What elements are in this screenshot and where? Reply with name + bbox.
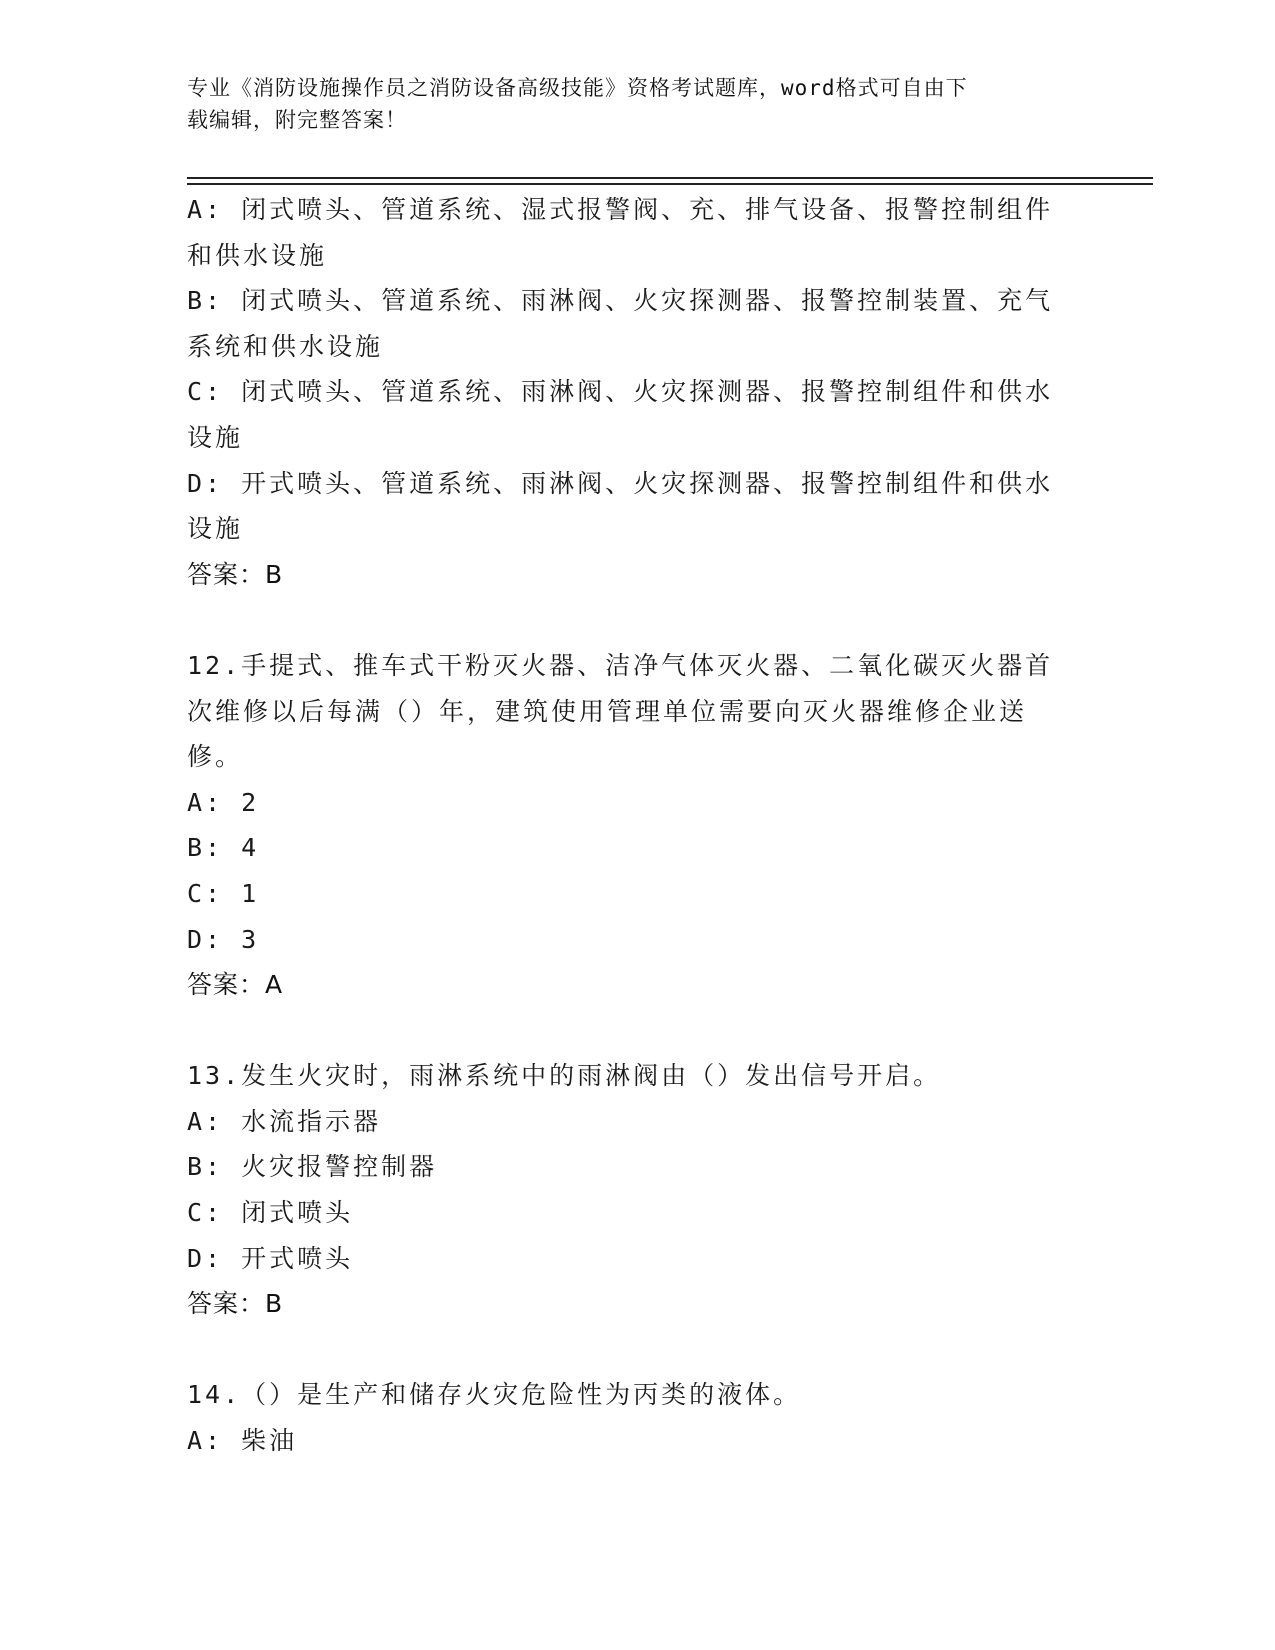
header-divider-bottom	[187, 183, 1153, 185]
question-stem-line-1: 14.（）是生产和储存火灾危险性为丙类的液体。	[187, 1380, 802, 1410]
option-d: D: 开式喷头	[187, 1243, 354, 1273]
option-a-line-2: 和供水设施	[187, 240, 328, 270]
option-c: C: 1	[187, 878, 260, 908]
option-b-line-1: B: 闭式喷头、管道系统、雨淋阀、火灾探测器、报警控制装置、充气	[187, 286, 1054, 316]
option-c-line-1: C: 闭式喷头、管道系统、雨淋阀、火灾探测器、报警控制组件和供水	[187, 377, 1054, 407]
option-a: A: 2	[187, 787, 260, 817]
option-a: A: 水流指示器	[187, 1106, 382, 1136]
option-b: B: 4	[187, 833, 260, 863]
question-content	[187, 187, 1067, 1464]
option-d-line-1: D: 开式喷头、管道系统、雨淋阀、火灾探测器、报警控制组件和供水	[187, 468, 1054, 498]
option-a: A: 柴油	[187, 1426, 298, 1456]
question-stem-line-1: 13.发生火灾时，雨淋系统中的雨淋阀由（）发出信号开启。	[187, 1061, 942, 1091]
question-stem-line-3: 修。	[187, 742, 244, 772]
question-14	[187, 1372, 1067, 1463]
option-c: C: 闭式喷头	[187, 1198, 354, 1228]
question-stem-line-2: 次维修以后每满（）年，建筑使用管理单位需要向灭火器维修企业送	[187, 696, 1028, 726]
question-13	[187, 1053, 1067, 1327]
option-a-line-1: A: 闭式喷头、管道系统、湿式报警阀、充、排气设备、报警控制组件	[187, 195, 1054, 224]
answer-line: 答案：B	[187, 559, 284, 589]
spacer	[187, 597, 1067, 643]
document-header	[187, 72, 1067, 136]
header-line-1: 专业《消防设施操作员之消防设备高级技能》资格考试题库，word格式可自由下	[187, 76, 968, 100]
spacer	[187, 1327, 1067, 1373]
header-line-2: 载编辑，附完整答案！	[187, 108, 407, 132]
option-d: D: 3	[187, 924, 260, 954]
spacer	[187, 1008, 1067, 1054]
option-b: B: 火灾报警控制器	[187, 1152, 438, 1182]
question-12	[187, 643, 1067, 1008]
answer-line: 答案：B	[187, 1289, 284, 1319]
option-c-line-2: 设施	[187, 422, 244, 452]
question-stem-line-1: 12.手提式、推车式干粉灭火器、洁净气体灭火器、二氧化碳灭火器首	[187, 650, 1054, 680]
question-11-tail	[187, 187, 1067, 597]
option-b-line-2: 系统和供水设施	[187, 331, 384, 361]
answer-line: 答案：A	[187, 970, 284, 1000]
option-d-line-2: 设施	[187, 514, 244, 544]
header-divider-top	[187, 177, 1153, 179]
